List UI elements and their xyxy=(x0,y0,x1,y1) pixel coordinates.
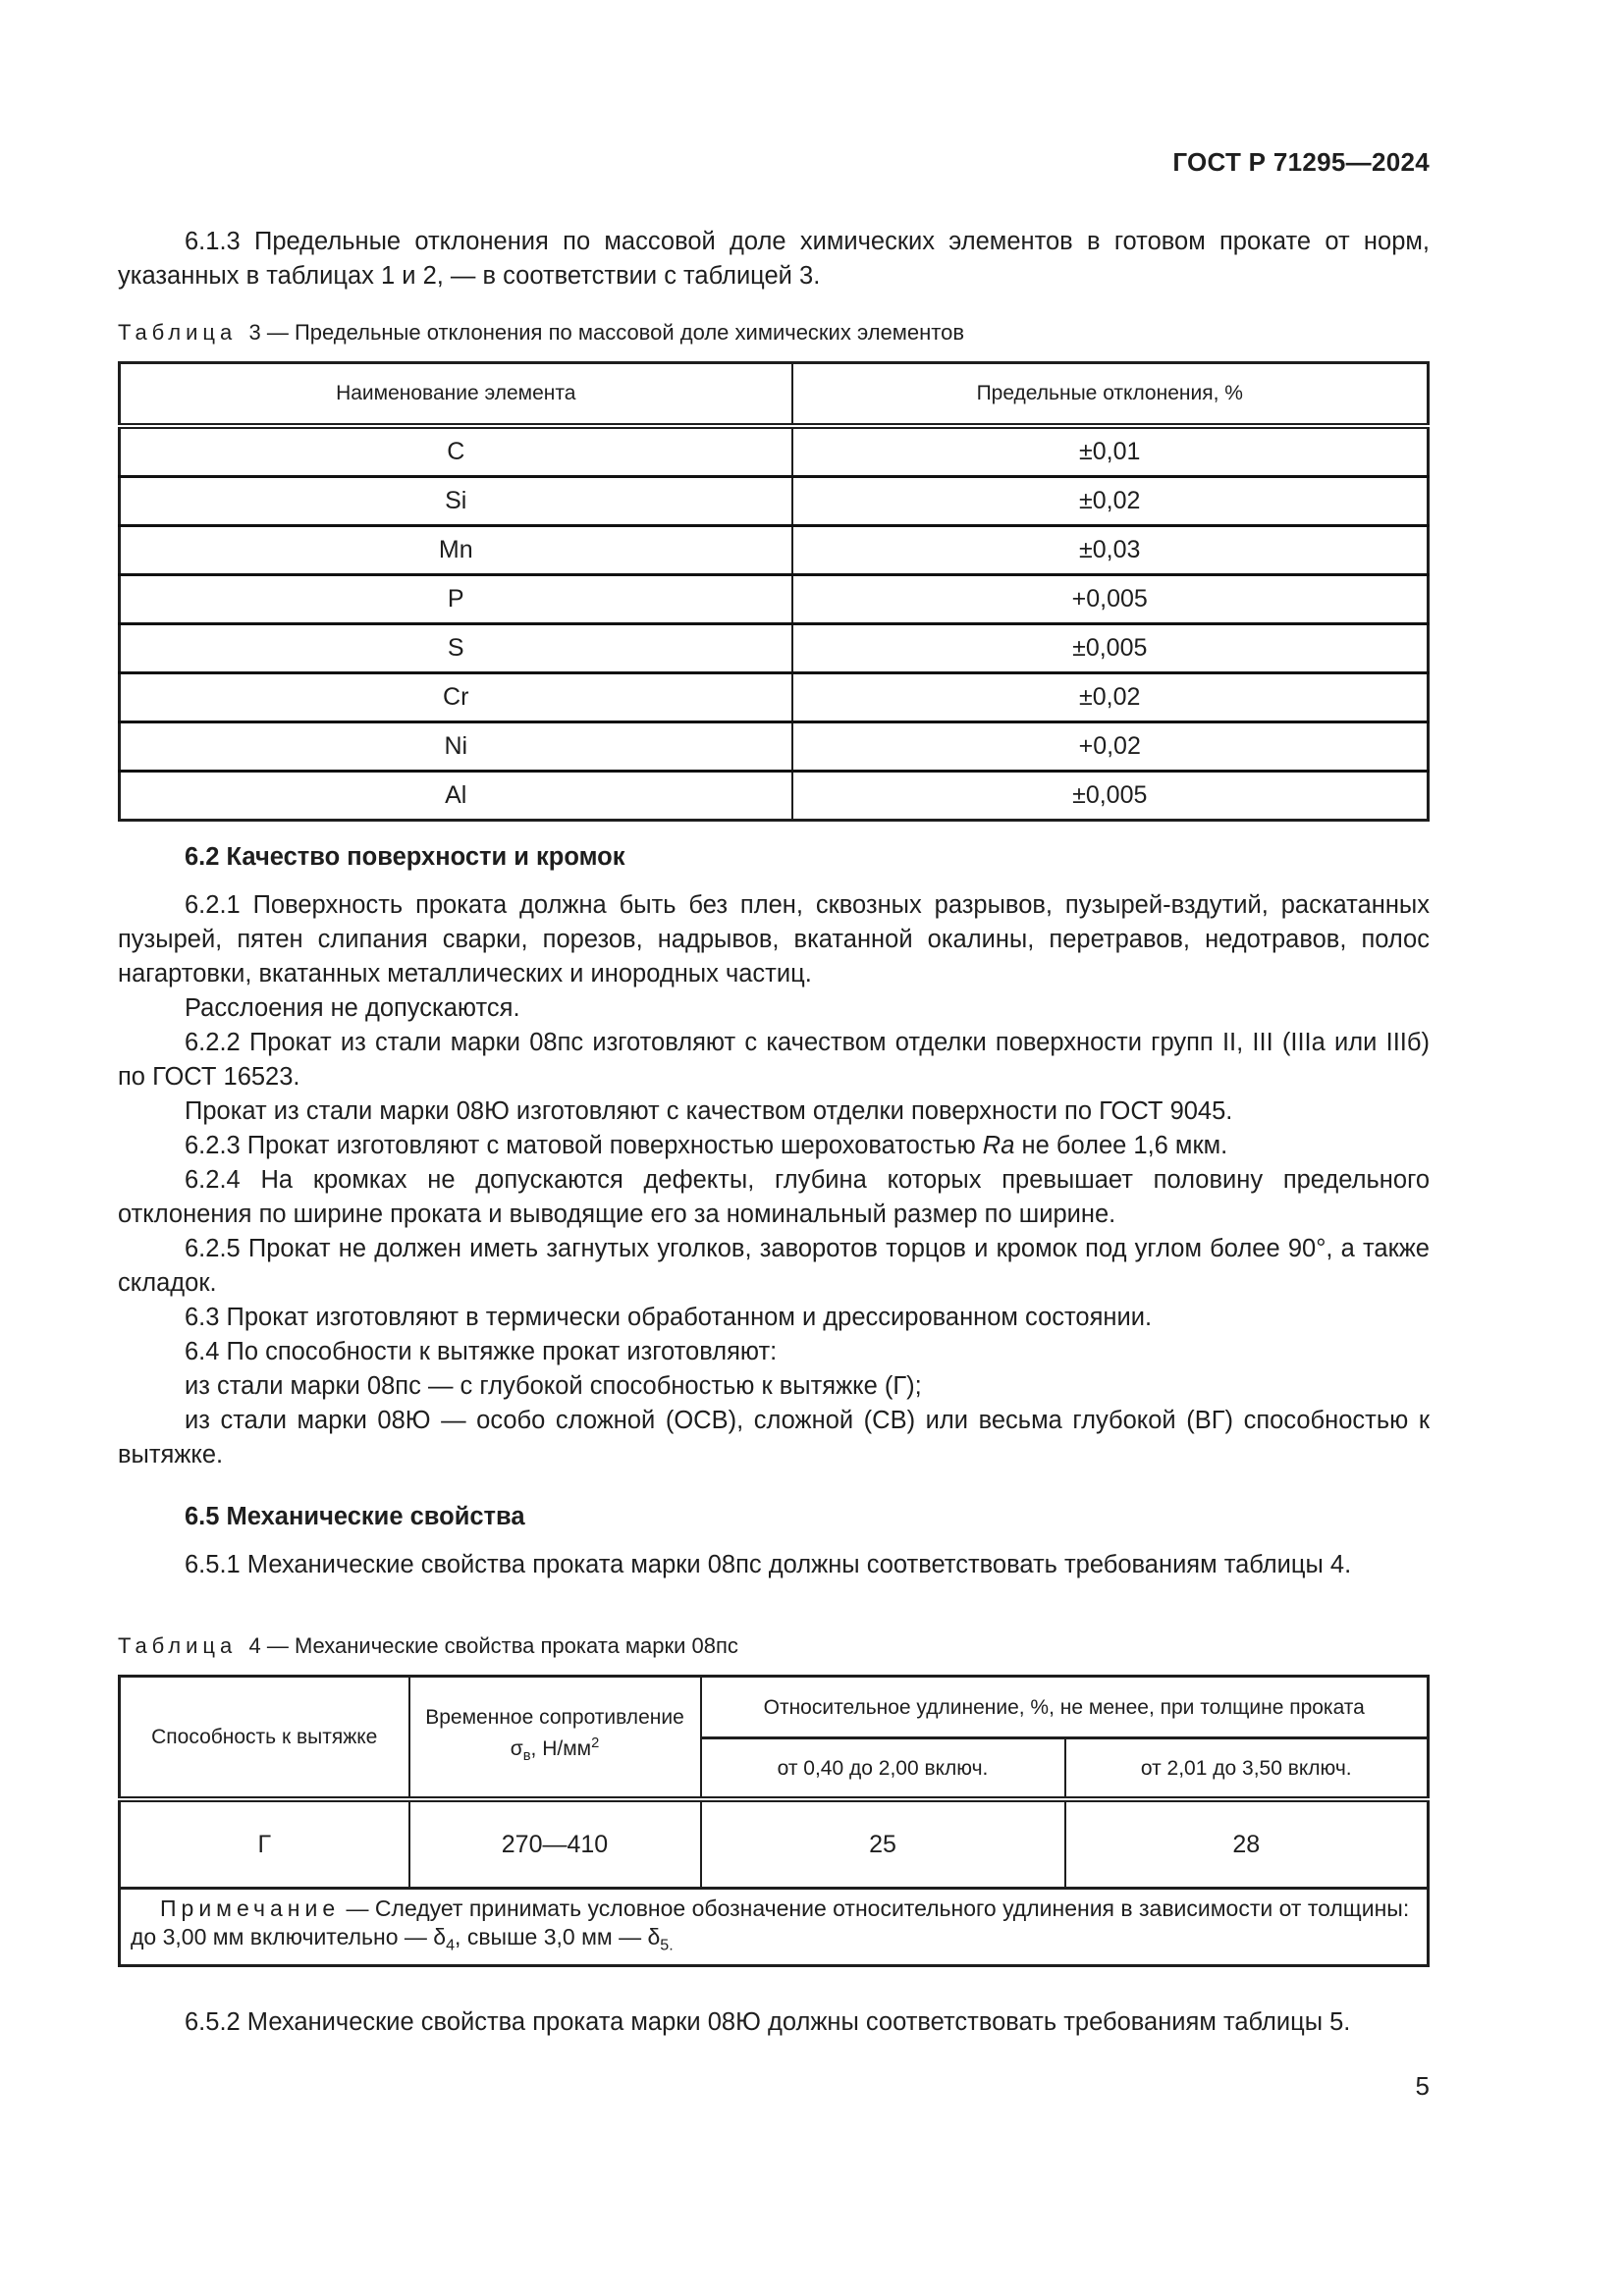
list-item-08yu: из стали марки 08Ю — особо сложной (ОСВ), сложной (СВ) или весьма глубокой (ВГ) способностью к вытяжке. xyxy=(118,1407,1430,1468)
tensile-strength-label: Временное сопротивление σ xyxy=(425,1705,684,1760)
section-6-5-2 xyxy=(118,2005,1430,2040)
tensile-strength-subscript: в xyxy=(522,1748,531,1765)
element-cell: P xyxy=(120,575,792,624)
roughness-symbol: Ra xyxy=(982,1132,1015,1159)
paragraph-6-2-2-08yu: Прокат из стали марки 08Ю изготовляют с качеством отделки поверхности по ГОСТ 9045. xyxy=(185,1097,1233,1125)
delta-5-subscript: 5. xyxy=(660,1936,674,1954)
paragraph-6-5-2: 6.5.2 Механические свойства проката марки 08Ю должны соответствовать требованиям таблицы 5. xyxy=(185,2008,1351,2036)
element-cell: Mn xyxy=(120,526,792,575)
tensile-strength-superscript: 2 xyxy=(591,1735,600,1751)
section-6-2 xyxy=(118,840,1430,1472)
deviation-cell: +0,02 xyxy=(792,722,1429,772)
paragraph-6-2-3-text: 6.2.3 Прокат изготовляют с матовой поверхностью шероховатостью xyxy=(185,1132,983,1159)
paragraph-6-2-5: 6.2.5 Прокат не должен иметь загнутых уголков, заворотов торцов и кромок под углом более 90°, а также складок. xyxy=(118,1235,1430,1297)
column-header-thickness-0-40-2-00: от 0,40 до 2,00 включ. xyxy=(701,1738,1065,1800)
note-label: Примечание xyxy=(160,1895,341,1921)
document-code-header: ГОСТ Р 71295—2024 xyxy=(1172,147,1430,177)
column-header-tensile-strength xyxy=(409,1677,701,1800)
paragraph-6-2-2: 6.2.2 Прокат из стали марки 08пс изготовляют с качеством отделки поверхности групп II, III (IIIa или IIIб) по ГОСТ 16523. xyxy=(118,1029,1430,1091)
table-3-caption-label: Таблица xyxy=(118,320,238,345)
drawing-ability-cell: Г xyxy=(120,1799,409,1889)
table-row xyxy=(120,722,1429,772)
tensile-strength-unit: , Н/мм xyxy=(530,1736,592,1760)
deviation-cell: ±0,02 xyxy=(792,673,1429,722)
column-header-thickness-2-01-3-50: от 2,01 до 3,50 включ. xyxy=(1065,1738,1429,1800)
page-number: 5 xyxy=(1415,2071,1430,2101)
element-cell: Al xyxy=(120,772,792,821)
column-header-drawing-ability: Способность к вытяжке xyxy=(120,1677,409,1800)
table-row xyxy=(120,575,1429,624)
table-4-mechanical-properties xyxy=(118,1675,1430,1967)
table-row xyxy=(120,477,1429,526)
note-text: — Следует принимать условное обозначение относительного удлинения в зависимости от толщины: до 3,00 мм включительно — δ xyxy=(131,1895,1410,1949)
element-cell: Si xyxy=(120,477,792,526)
table-row xyxy=(120,526,1429,575)
elongation-thick-cell: 28 xyxy=(1065,1799,1429,1889)
paragraph-6-2-3-tail: не более 1,6 мкм. xyxy=(1014,1132,1228,1159)
paragraph-6-5-1: 6.5.1 Механические свойства проката марки 08пс должны соответствовать требованиям таблицы 4. xyxy=(185,1551,1352,1578)
heading-6-5: 6.5 Механические свойства xyxy=(185,1503,525,1530)
table-4-caption-text: 4 — Механические свойства проката марки 08пс xyxy=(248,1633,738,1658)
table-3-caption-text: 3 — Предельные отклонения по массовой доле химических элементов xyxy=(248,320,965,345)
table-row xyxy=(120,426,1429,477)
table-note-row xyxy=(120,1889,1429,1966)
paragraph-6-1-3: 6.1.3 Предельные отклонения по массовой доле химических элементов в готовом прокате от норм, указанных в таблицах 1 и 2, — в соответствии с таблицей 3. xyxy=(118,228,1430,290)
deviation-cell: ±0,03 xyxy=(792,526,1429,575)
deviation-cell: ±0,005 xyxy=(792,772,1429,821)
element-cell: Cr xyxy=(120,673,792,722)
paragraph-6-4: 6.4 По способности к вытяжке прокат изготовляют: xyxy=(185,1338,778,1365)
table-4-caption xyxy=(118,1632,1430,1660)
heading-6-2: 6.2 Качество поверхности и кромок xyxy=(185,843,625,871)
paragraph-6-2-3 xyxy=(118,1129,1430,1163)
table-3-chemical-deviations xyxy=(118,361,1430,822)
column-group-elongation: Относительное удлинение, %, не менее, при толщине проката xyxy=(701,1677,1429,1738)
paragraph-6-2-1: 6.2.1 Поверхность проката должна быть без плен, сквозных разрывов, пузырей-вздутий, раскатанных пузырей, пятен слипания сварки, порезов, надрывов, вкатанной окалины, перетравов, недотравов, полос нагартовки, вкатанных металлических и инородных частиц. xyxy=(118,891,1430,988)
paragraph-6-2-1-delamination: Расслоения не допускаются. xyxy=(185,994,520,1022)
table-row xyxy=(120,772,1429,821)
table-row xyxy=(120,1799,1429,1889)
elongation-thin-cell: 25 xyxy=(701,1799,1065,1889)
deviation-cell: ±0,01 xyxy=(792,426,1429,477)
note-text-tail: , свыше 3,0 мм — δ xyxy=(455,1923,661,1949)
delta-4-subscript: 4 xyxy=(446,1936,456,1954)
deviation-cell: +0,005 xyxy=(792,575,1429,624)
table-row xyxy=(120,673,1429,722)
table-3-caption xyxy=(118,319,1430,347)
tensile-strength-cell: 270—410 xyxy=(409,1799,701,1889)
element-cell: S xyxy=(120,624,792,673)
column-header-deviation: Предельные отклонения, % xyxy=(792,363,1429,427)
paragraph-6-3: 6.3 Прокат изготовляют в термически обработанном и дрессированном состоянии. xyxy=(185,1304,1153,1331)
section-6-5 xyxy=(118,1500,1430,1582)
column-header-element: Наименование элемента xyxy=(120,363,792,427)
section-6-1-3 xyxy=(118,225,1430,294)
table-4-caption-label: Таблица xyxy=(118,1633,238,1658)
element-cell: C xyxy=(120,426,792,477)
deviation-cell: ±0,005 xyxy=(792,624,1429,673)
list-item-08ps: из стали марки 08пс — с глубокой способностью к вытяжке (Г); xyxy=(185,1372,922,1400)
table-note xyxy=(120,1889,1429,1966)
deviation-cell: ±0,02 xyxy=(792,477,1429,526)
element-cell: Ni xyxy=(120,722,792,772)
paragraph-6-2-4: 6.2.4 На кромках не допускаются дефекты, глубина которых превышает половину предельного отклонения по ширине проката и выводящие его за номинальный размер по ширине. xyxy=(118,1166,1430,1228)
table-row xyxy=(120,624,1429,673)
